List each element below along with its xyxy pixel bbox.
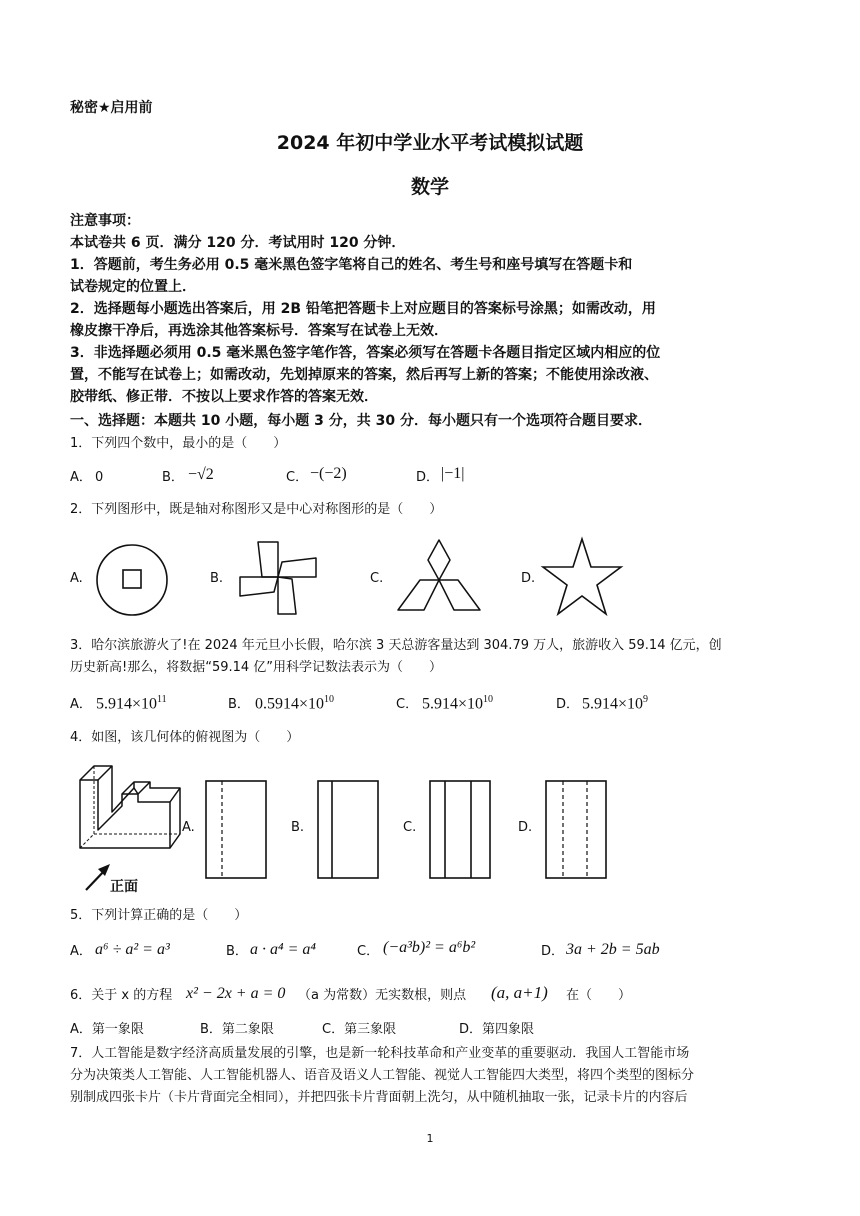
q1-option-b: −√2 [188, 466, 214, 483]
q3-option-a-label: A． [70, 697, 92, 712]
q6-stem-mid: （a 为常数）无实数根，则点 [298, 988, 467, 1003]
q4-stem: 4．如图，该几何体的俯视图为（ ） [70, 730, 300, 745]
q1-option-a: 0 [95, 470, 104, 485]
pinwheel-figure [236, 534, 320, 620]
q5-option-a-label: A． [70, 944, 92, 959]
coin-figure [94, 542, 170, 618]
q5-option-c: (−a³b)² = a⁶b² [383, 939, 476, 956]
q2-option-a-label: A. [70, 571, 83, 586]
q5-option-c-label: C． [357, 944, 380, 959]
q6-point: (a, a+1) [491, 983, 548, 1002]
q7-line: 7．人工智能是数字经济高质量发展的引擎，也是新一轮科技革命和产业变革的重要驱动．我国人工智能市场 [70, 1046, 690, 1061]
section-heading: 一、选择题：本题共 10 小题，每小题 3 分，共 30 分．每小题只有一个选项符合题目要求． [70, 413, 652, 429]
q1-option-d-label: D． [416, 470, 440, 485]
subject-title: 数学 [410, 176, 449, 198]
q4-option-c-label: C. [403, 820, 417, 835]
solid-figure [76, 756, 181, 894]
q6-equation: x² − 2x + a = 0 [186, 985, 286, 1002]
q3-option-c: $5.914\times 10^{10}$ [422, 694, 494, 713]
q1-option-c: −(−2) [310, 465, 347, 482]
view-d-figure [545, 780, 607, 880]
q5-option-b: a · a⁴ = a⁴ [250, 941, 316, 958]
q4-option-d-label: D. [518, 820, 533, 835]
notice-rule2-cont: 橡皮擦干净后，再选涂其他答案标号．答案写在试卷上无效． [70, 323, 448, 339]
q1-option-d: |−1| [441, 465, 465, 482]
q2-option-b-label: B. [210, 571, 224, 586]
view-b-figure [317, 780, 379, 880]
q3-option-a: $5.914\times 10^{11}$ [96, 694, 167, 713]
view-c-figure [429, 780, 491, 880]
q5-option-b-label: B． [226, 944, 248, 959]
exam-title: 2024 年初中学业水平考试模拟试题 [276, 132, 584, 154]
q3-option-c-label: C． [396, 697, 419, 712]
page-number: 1 [426, 1132, 434, 1145]
q6-option-d: D．第四象限 [459, 1022, 535, 1037]
q2-option-d-label: D. [521, 571, 536, 586]
view-a-figure [205, 780, 267, 880]
notice-rule1-cont: 试卷规定的位置上． [70, 279, 196, 295]
q3-option-b-label: B． [228, 697, 250, 712]
q5-option-d: 3a + 2b = 5ab [566, 941, 660, 958]
notice-rule1: 1．答题前，考生务必用 0.5 毫米黑色签字笔将自己的姓名、考生号和座号填写在答题卡和 [70, 257, 633, 273]
q5-option-a: a⁶ ÷ a² = a³ [95, 941, 170, 958]
q1-option-b-label: B． [162, 470, 184, 485]
q3-stem-cont: 历史新高!那么，将数据“59.14 亿”用科学记数法表示为（ ） [70, 660, 443, 675]
q1-stem: 1．下列四个数中，最小的是（ ） [70, 436, 287, 451]
q3-option-d: $5.914\times 10^9$ [582, 694, 649, 713]
notice-rule3-cont2: 胶带纸、修正带．不按以上要求作答的答案无效． [70, 389, 378, 405]
notice-rule2: 2．选择题每小题选出答案后，用 2B 铅笔把答题卡上对应题目的答案标号涂黑；如需改动，用 [70, 301, 656, 317]
notice-heading: 注意事项： [70, 213, 140, 229]
q2-stem: 2．下列图形中，既是轴对称图形又是中心对称图形的是（ ） [70, 502, 443, 517]
q5-stem: 5．下列计算正确的是（ ） [70, 908, 248, 923]
q6-option-a: A．第一象限 [70, 1022, 144, 1037]
q5-option-d-label: D． [541, 944, 565, 959]
secret-label: 秘密★启用前 [70, 100, 153, 116]
q3-stem: 3．哈尔滨旅游火了!在 2024 年元旦小长假，哈尔滨 3 天总游客量达到 304.79 万人，旅游收入 59.14 亿元，创 [70, 638, 722, 653]
three-diamond-figure [396, 538, 482, 616]
q1-option-a-label: A． [70, 470, 92, 485]
notice-line: 本试卷共 6 页．满分 120 分．考试用时 120 分钟． [70, 235, 406, 251]
q6-option-b: B．第二象限 [200, 1022, 274, 1037]
q3-option-b: $0.5914\times 10^{10}$ [255, 694, 335, 713]
front-label: 正面 [110, 879, 138, 895]
q4-option-b-label: B. [291, 820, 305, 835]
q4-option-a-label: A. [182, 820, 195, 835]
q2-option-c-label: C. [370, 571, 384, 586]
q6-stem-pre: 6．关于 x 的方程 [70, 988, 173, 1003]
q3-option-d-label: D． [556, 697, 580, 712]
q7-line: 分为决策类人工智能、人工智能机器人、语音及语义人工智能、视觉人工智能四大类型，将四个类型的图标分 [70, 1068, 695, 1083]
q6-stem-post: 在（ ） [566, 988, 632, 1003]
q7-line: 别制成四张卡片（卡片背面完全相同），并把四张卡片背面朝上洗匀，从中随机抽取一张，记录卡片的内容后 [70, 1090, 688, 1105]
notice-rule3: 3．非选择题必须用 0.5 毫米黑色签字笔作答，答案必须写在答题卡各题目指定区域内相应的位 [70, 345, 661, 361]
star-figure [541, 536, 623, 618]
notice-rule3-cont: 置，不能写在试卷上；如需改动，先划掉原来的答案，然后再写上新的答案；不能使用涂改液、 [70, 367, 658, 383]
q6-option-c: C．第三象限 [322, 1022, 397, 1037]
q1-option-c-label: C． [286, 470, 309, 485]
